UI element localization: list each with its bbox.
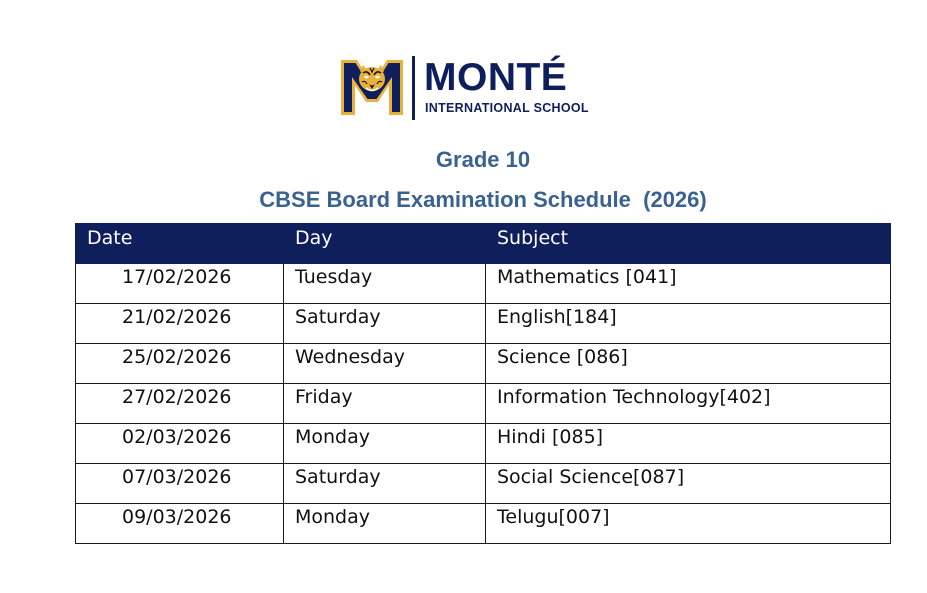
column-header-subject: Subject bbox=[486, 224, 891, 264]
logo-divider bbox=[412, 56, 415, 120]
cell-date: 09/03/2026 bbox=[76, 504, 284, 544]
column-header-date: Date bbox=[76, 224, 284, 264]
cell-date: 27/02/2026 bbox=[76, 384, 284, 424]
cell-date: 25/02/2026 bbox=[76, 344, 284, 384]
table-row bbox=[76, 344, 891, 384]
cell-subject: Social Science[087] bbox=[486, 464, 891, 504]
cell-subject: English[184] bbox=[486, 304, 891, 344]
table-header-row bbox=[76, 224, 891, 264]
cell-date: 07/03/2026 bbox=[76, 464, 284, 504]
cell-day: Monday bbox=[284, 504, 486, 544]
table-row bbox=[76, 304, 891, 344]
cell-subject: Mathematics [041] bbox=[486, 264, 891, 304]
cell-subject: Information Technology[402] bbox=[486, 384, 891, 424]
schedule-title: CBSE Board Examination Schedule (2026) bbox=[259, 187, 707, 212]
table-row bbox=[76, 384, 891, 424]
column-header-day: Day bbox=[284, 224, 486, 264]
cell-day: Tuesday bbox=[284, 264, 486, 304]
cell-subject: Science [086] bbox=[486, 344, 891, 384]
table-row bbox=[76, 424, 891, 464]
school-logo bbox=[340, 56, 630, 122]
school-name: MONTÉ bbox=[424, 56, 568, 99]
cell-date: 21/02/2026 bbox=[76, 304, 284, 344]
table-row bbox=[76, 264, 891, 304]
cell-subject: Telugu[007] bbox=[486, 504, 891, 544]
cell-day: Saturday bbox=[284, 464, 486, 504]
cell-date: 17/02/2026 bbox=[76, 264, 284, 304]
cell-day: Saturday bbox=[284, 304, 486, 344]
exam-schedule-table bbox=[75, 223, 891, 544]
table-row bbox=[76, 464, 891, 504]
grade-heading: Grade 10 bbox=[435, 147, 531, 172]
tiger-m-logo-icon bbox=[340, 58, 404, 116]
cell-day: Wednesday bbox=[284, 344, 486, 384]
cell-subject: Hindi [085] bbox=[486, 424, 891, 464]
school-subtitle: INTERNATIONAL SCHOOL bbox=[425, 101, 589, 115]
cell-day: Friday bbox=[284, 384, 486, 424]
cell-date: 02/03/2026 bbox=[76, 424, 284, 464]
cell-day: Monday bbox=[284, 424, 486, 464]
table-row bbox=[76, 504, 891, 544]
